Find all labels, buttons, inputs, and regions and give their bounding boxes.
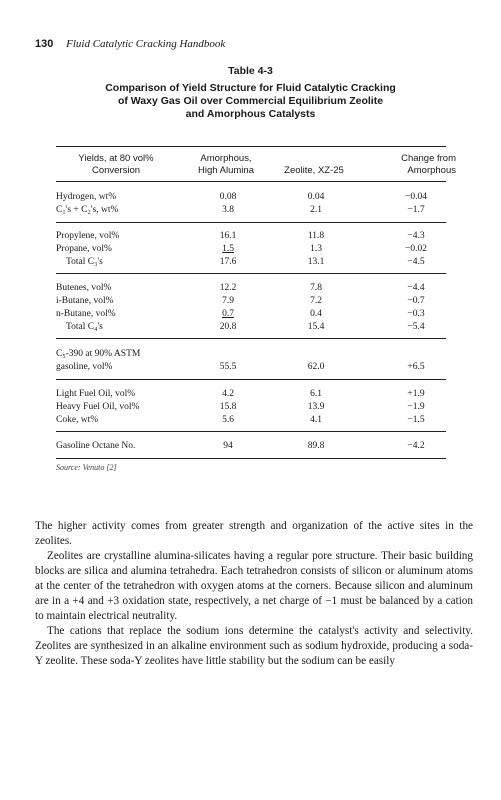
paragraph: The higher activity comes from greater strength and organization of the active sites in the zeolites. [35, 520, 473, 547]
table-bottom-rule [56, 458, 446, 459]
paragraph: The cations that replace the sodium ions determine the catalyst's activity and selectivity. Zeolites are synthesized in an alkaline environment such as sodium hydroxide, producing a soda-Y zeolite. These soda-Y zeolites have little stability but the sodium can be easily [35, 625, 473, 667]
table-row: Butenes, vol% 12.2 7.8 −4.4 [56, 283, 425, 293]
table-group-rule [56, 379, 446, 380]
column-header-zeolite: Zeolite, XZ-25 [284, 165, 344, 176]
table-row: C₁'s + C₂'s, wt% 3.8 2.1 −1.7 [56, 205, 425, 215]
column-header-change: Change from Amorphous [401, 153, 456, 176]
table-title-line: of Waxy Gas Oil over Commercial Equilibrium Zeolite [117, 95, 384, 107]
table-row: i-Butane, vol% 7.9 7.2 −0.7 [56, 296, 425, 306]
table-row: Gasoline Octane No. 94 89.8 −4.2 [56, 441, 425, 451]
page-header [35, 38, 225, 50]
page-number: 130 [35, 38, 54, 50]
table-title [0, 82, 501, 121]
table-group-rule [56, 338, 446, 339]
table-row: Propylene, vol% 16.1 11.8 −4.3 [56, 231, 425, 241]
table-group-rule [56, 273, 446, 274]
table-group-rule [56, 431, 446, 432]
table-row: Total C₃'s 17.6 13.1 −4.5 [66, 257, 425, 267]
column-header-yields: Yields, at 80 vol% Conversion [78, 153, 154, 176]
table-row: Coke, wt% 5.6 4.1 −1.5 [56, 415, 425, 425]
table-row: Total C₄'s 20.8 15.4 −5.4 [66, 322, 425, 332]
table-title-line: and Amorphous Catalysts [185, 108, 316, 120]
column-header-amorphous: Amorphous, High Alumina [198, 153, 254, 176]
paragraph: Zeolites are crystalline alumina-silicates having a regular pore structure. Their basic building blocks are silica and alumina tetrahedra. Each tetrahedron consists of silicon or aluminum atoms at the center of the tetrahedron with oxygen atoms at the corners. Because silicon and aluminum are in a +4 and +3 oxidation state, respectively, a net charge of −1 must be balanced by a cation to maintain electrical neutrality. [35, 550, 473, 622]
table-row: Hydrogen, wt% 0.08 0.04 −0.04 [56, 192, 427, 202]
table-title-line: Comparison of Yield Structure for Fluid Catalytic Cracking [105, 82, 396, 94]
table-source: Source: Venuto [2] [56, 463, 117, 472]
table-row: Light Fuel Oil, vol% 4.2 6.1 +1.9 [56, 389, 425, 399]
table-row: Heavy Fuel Oil, vol% 15.8 13.9 −1.9 [56, 402, 425, 412]
table-header-rule [56, 181, 446, 182]
table-row: C₅-390 at 90% ASTM [56, 349, 141, 359]
running-title: Fluid Catalytic Cracking Handbook [66, 38, 226, 50]
body-text [35, 519, 473, 669]
table-number: Table 4-3 [228, 65, 273, 77]
table-top-rule [56, 146, 446, 147]
table-row: gasoline, vol% 55.5 62.0 +6.5 [56, 362, 425, 372]
table-row: Propane, vol% 1.5 1.3 −0.02 [56, 244, 427, 254]
table-row: n-Butane, vol% 0.7 0.4 −0.3 [56, 309, 425, 319]
table-group-rule [56, 222, 446, 223]
